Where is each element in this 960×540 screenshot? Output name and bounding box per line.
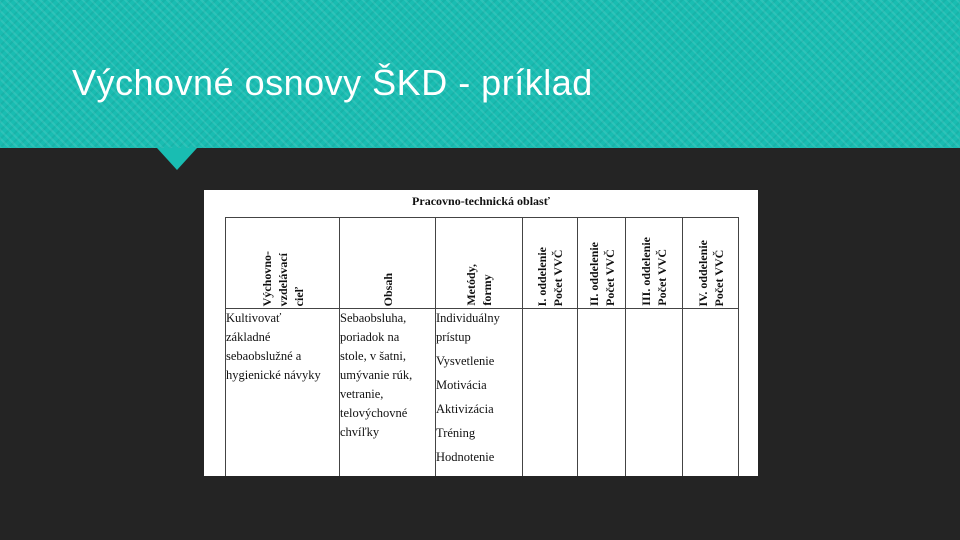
methods-cell: Individuálny prístup Vysvetlenie Motivácia Aktivizácia Tréning Hodnotenie (436, 309, 523, 477)
header-dept-3: III. oddelenie Počet VVČ (626, 218, 683, 309)
table-row (226, 309, 739, 477)
header-methods: Metódy, formy (436, 218, 523, 309)
dept-4-cell (683, 309, 739, 477)
header-dept-4: IV. oddelenie Počet VVČ (683, 218, 739, 309)
dept-3-cell (626, 309, 683, 477)
content-cell: Sebaobsluha, poriadok na stole, v šatni, umývanie rúk, vetranie, telovýchovné chvíľky (340, 309, 436, 477)
header-dept-1: I. oddelenie Počet VVČ (523, 218, 578, 309)
dept-2-cell (578, 309, 626, 477)
dept-1-cell (523, 309, 578, 477)
curriculum-table (225, 217, 739, 476)
table-header-row (226, 218, 739, 309)
document-title: Pracovno-technická oblasť (412, 194, 550, 208)
goal-cell: Kultivovať základné sebaobslužné a hygienické návyky (226, 309, 340, 477)
banner-notch (157, 148, 197, 170)
slide-title: Výchovné osnovy ŠKD - príklad (72, 62, 593, 103)
document-image (204, 190, 758, 476)
header-goal: Výchovno- vzdelávací cieľ (226, 218, 340, 309)
header-dept-2: II. oddelenie Počet VVČ (578, 218, 626, 309)
header-content: Obsah (340, 218, 436, 309)
